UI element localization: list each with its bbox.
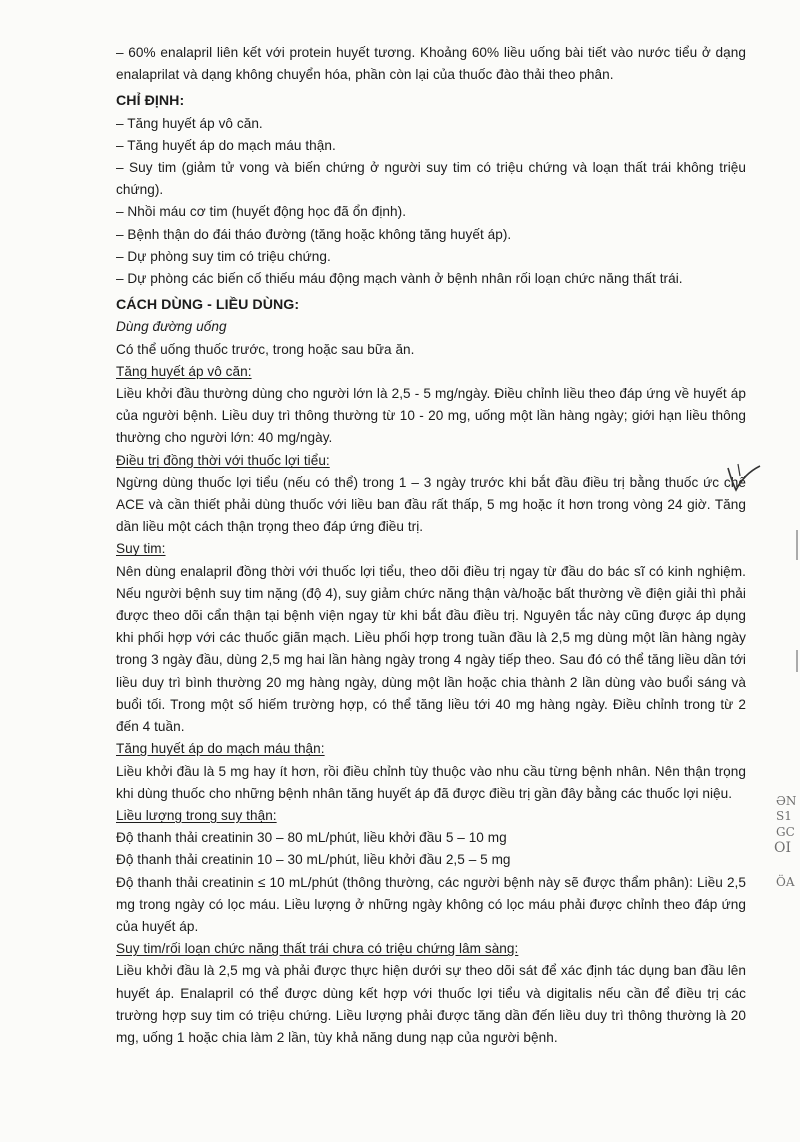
margin-mark: GC	[776, 825, 795, 839]
handwritten-check-mark	[724, 462, 764, 498]
indication-item: – Dự phòng các biến cố thiếu máu động mạch vành ở bệnh nhân rối loạn chức năng thất trái.	[116, 271, 683, 287]
section-paragraph: Liều khởi đầu là 5 mg hay ít hơn, rồi điều chỉnh tùy thuộc vào nhu cầu từng bệnh nhân. Nên thận trọng khi dùng thuốc cho những bệnh nhân tăng huyết áp đã được điều trị gần đây bằng các thuốc lợi niệu.	[116, 763, 746, 801]
section-paragraph: Độ thanh thải creatinin 30 – 80 mL/phút, liều khởi đầu 5 – 10 mg	[116, 830, 507, 846]
section-title: Điều trị đồng thời với thuốc lợi tiểu:	[116, 452, 330, 468]
section-title: Tăng huyết áp vô căn:	[116, 363, 252, 379]
route-note: Có thể uống thuốc trước, trong hoặc sau bữa ăn.	[116, 341, 415, 357]
section-title: Suy tim:	[116, 541, 166, 557]
section-title: Suy tim/rối loạn chức năng thất trái chưa có triệu chứng lâm sàng:	[116, 941, 519, 957]
section-paragraph: Nên dùng enalapril đồng thời với thuốc lợi tiểu, theo dõi điều trị ngay từ đầu do bác sĩ có kinh nghiệm. Nếu người bệnh suy tim nặng (độ 4), suy giảm chức năng thận và/hoặc bất thường về điện giải thì phải được theo dõi cẩn thận tại bệnh viện ngay từ khi bắt đầu điều trị. Nguyên tắc này cũng được áp dụng khi phối hợp với các thuốc giãn mạch. Liều phối hợp trong tuần đầu là 2,5 mg dùng một lần hàng ngày trong 3 ngày đầu, dùng 2,5 mg hai lần hàng ngày trong 4 ngày tiếp theo. Sau đó có thể tăng liều dần tới liều duy trì bình thường 20 mg hàng ngày, dùng một lần hoặc chia thành 2 lần dùng vào buổi sáng và buổi tối. Trong một số hiếm trường hợp, có thể tăng liều tới 40 mg hàng ngày. Điều chỉnh trong từ 2 đến 4 tuần.	[116, 563, 746, 735]
section-paragraph: Ngừng dùng thuốc lợi tiểu (nếu có thể) trong 1 – 3 ngày trước khi bắt đầu điều trị bằng thuốc ức chế ACE và cần thiết phải dùng thuốc với liều ban đầu rất thấp, 5 mg hoặc ít hơn trong vòng 24 giờ. Tăng dần liều một cách thận trọng theo đáp ứng điều trị.	[116, 474, 746, 535]
route-subheading: Dùng đường uống	[116, 319, 227, 335]
section-paragraph: Độ thanh thải creatinin 10 – 30 mL/phút, liều khởi đầu 2,5 – 5 mg	[116, 852, 511, 868]
section-paragraph: Độ thanh thải creatinin ≤ 10 mL/phút (thông thường, các người bệnh này sẽ được thẩm phân): Liều 2,5 mg trong ngày có lọc máu. Liều lượng ở những ngày không có lọc máu phải được chỉnh theo đáp ứng của huyết áp.	[116, 874, 746, 934]
section-paragraph: Liều khởi đầu là 2,5 mg và phải được thực hiện dưới sự theo dõi sát để xác định tác dụng ban đầu lên huyết áp. Enalapril có thể được dùng kết hợp với thuốc lợi tiểu và digitalis nếu cần để điều trị các trường hợp suy tim có triệu chứng. Liều lượng phải được tăng dần đến liều duy trì thông thường là 20 mg, uống 1 hoặc chia làm 2 lần, tùy khả năng dung nạp của người bệnh.	[116, 963, 746, 1045]
heading-chi-dinh: CHỈ ĐỊNH:	[116, 93, 185, 110]
indication-item: – Dự phòng suy tim có triệu chứng.	[116, 248, 331, 264]
indication-item: – Tăng huyết áp vô căn.	[116, 115, 263, 131]
margin-mark: OI	[774, 840, 792, 856]
scan-edge-line	[796, 650, 798, 672]
section-title: Tăng huyết áp do mạch máu thận:	[116, 741, 325, 757]
indication-item: – Bệnh thận do đái tháo đường (tăng hoặc không tăng huyết áp).	[116, 226, 512, 242]
document-page	[116, 42, 746, 1049]
indication-item: – Suy tim (giảm tử vong và biến chứng ở người suy tim có triệu chứng và loạn thất trái không triệu chứng).	[116, 160, 746, 198]
section-title: Liều lượng trong suy thận:	[116, 807, 277, 823]
indication-item: – Nhồi máu cơ tim (huyết động học đã ổn định).	[116, 204, 407, 220]
intro-paragraph: – 60% enalapril liên kết với protein huyết tương. Khoảng 60% liều uống bài tiết vào nước tiểu ở dạng enalaprilat và dạng không chuyển hóa, phần còn lại của thuốc đào thải theo phân.	[116, 45, 746, 83]
margin-mark: ÖA	[776, 875, 795, 889]
heading-cach-dung: CÁCH DÙNG - LIỀU DÙNG:	[116, 297, 300, 314]
scan-edge-line	[796, 530, 798, 560]
indication-item: – Tăng huyết áp do mạch máu thận.	[116, 137, 336, 153]
margin-mark: S1	[776, 809, 792, 823]
section-paragraph: Liều khởi đầu thường dùng cho người lớn là 2,5 - 5 mg/ngày. Điều chỉnh liều theo đáp ứng về huyết áp của người bệnh. Liều duy trì thông thường từ 10 - 20 mg, uống một lần hàng ngày; giới hạn liều thông thường cho người lớn: 40 mg/ngày.	[116, 386, 746, 446]
margin-mark: ƏN	[776, 794, 797, 808]
